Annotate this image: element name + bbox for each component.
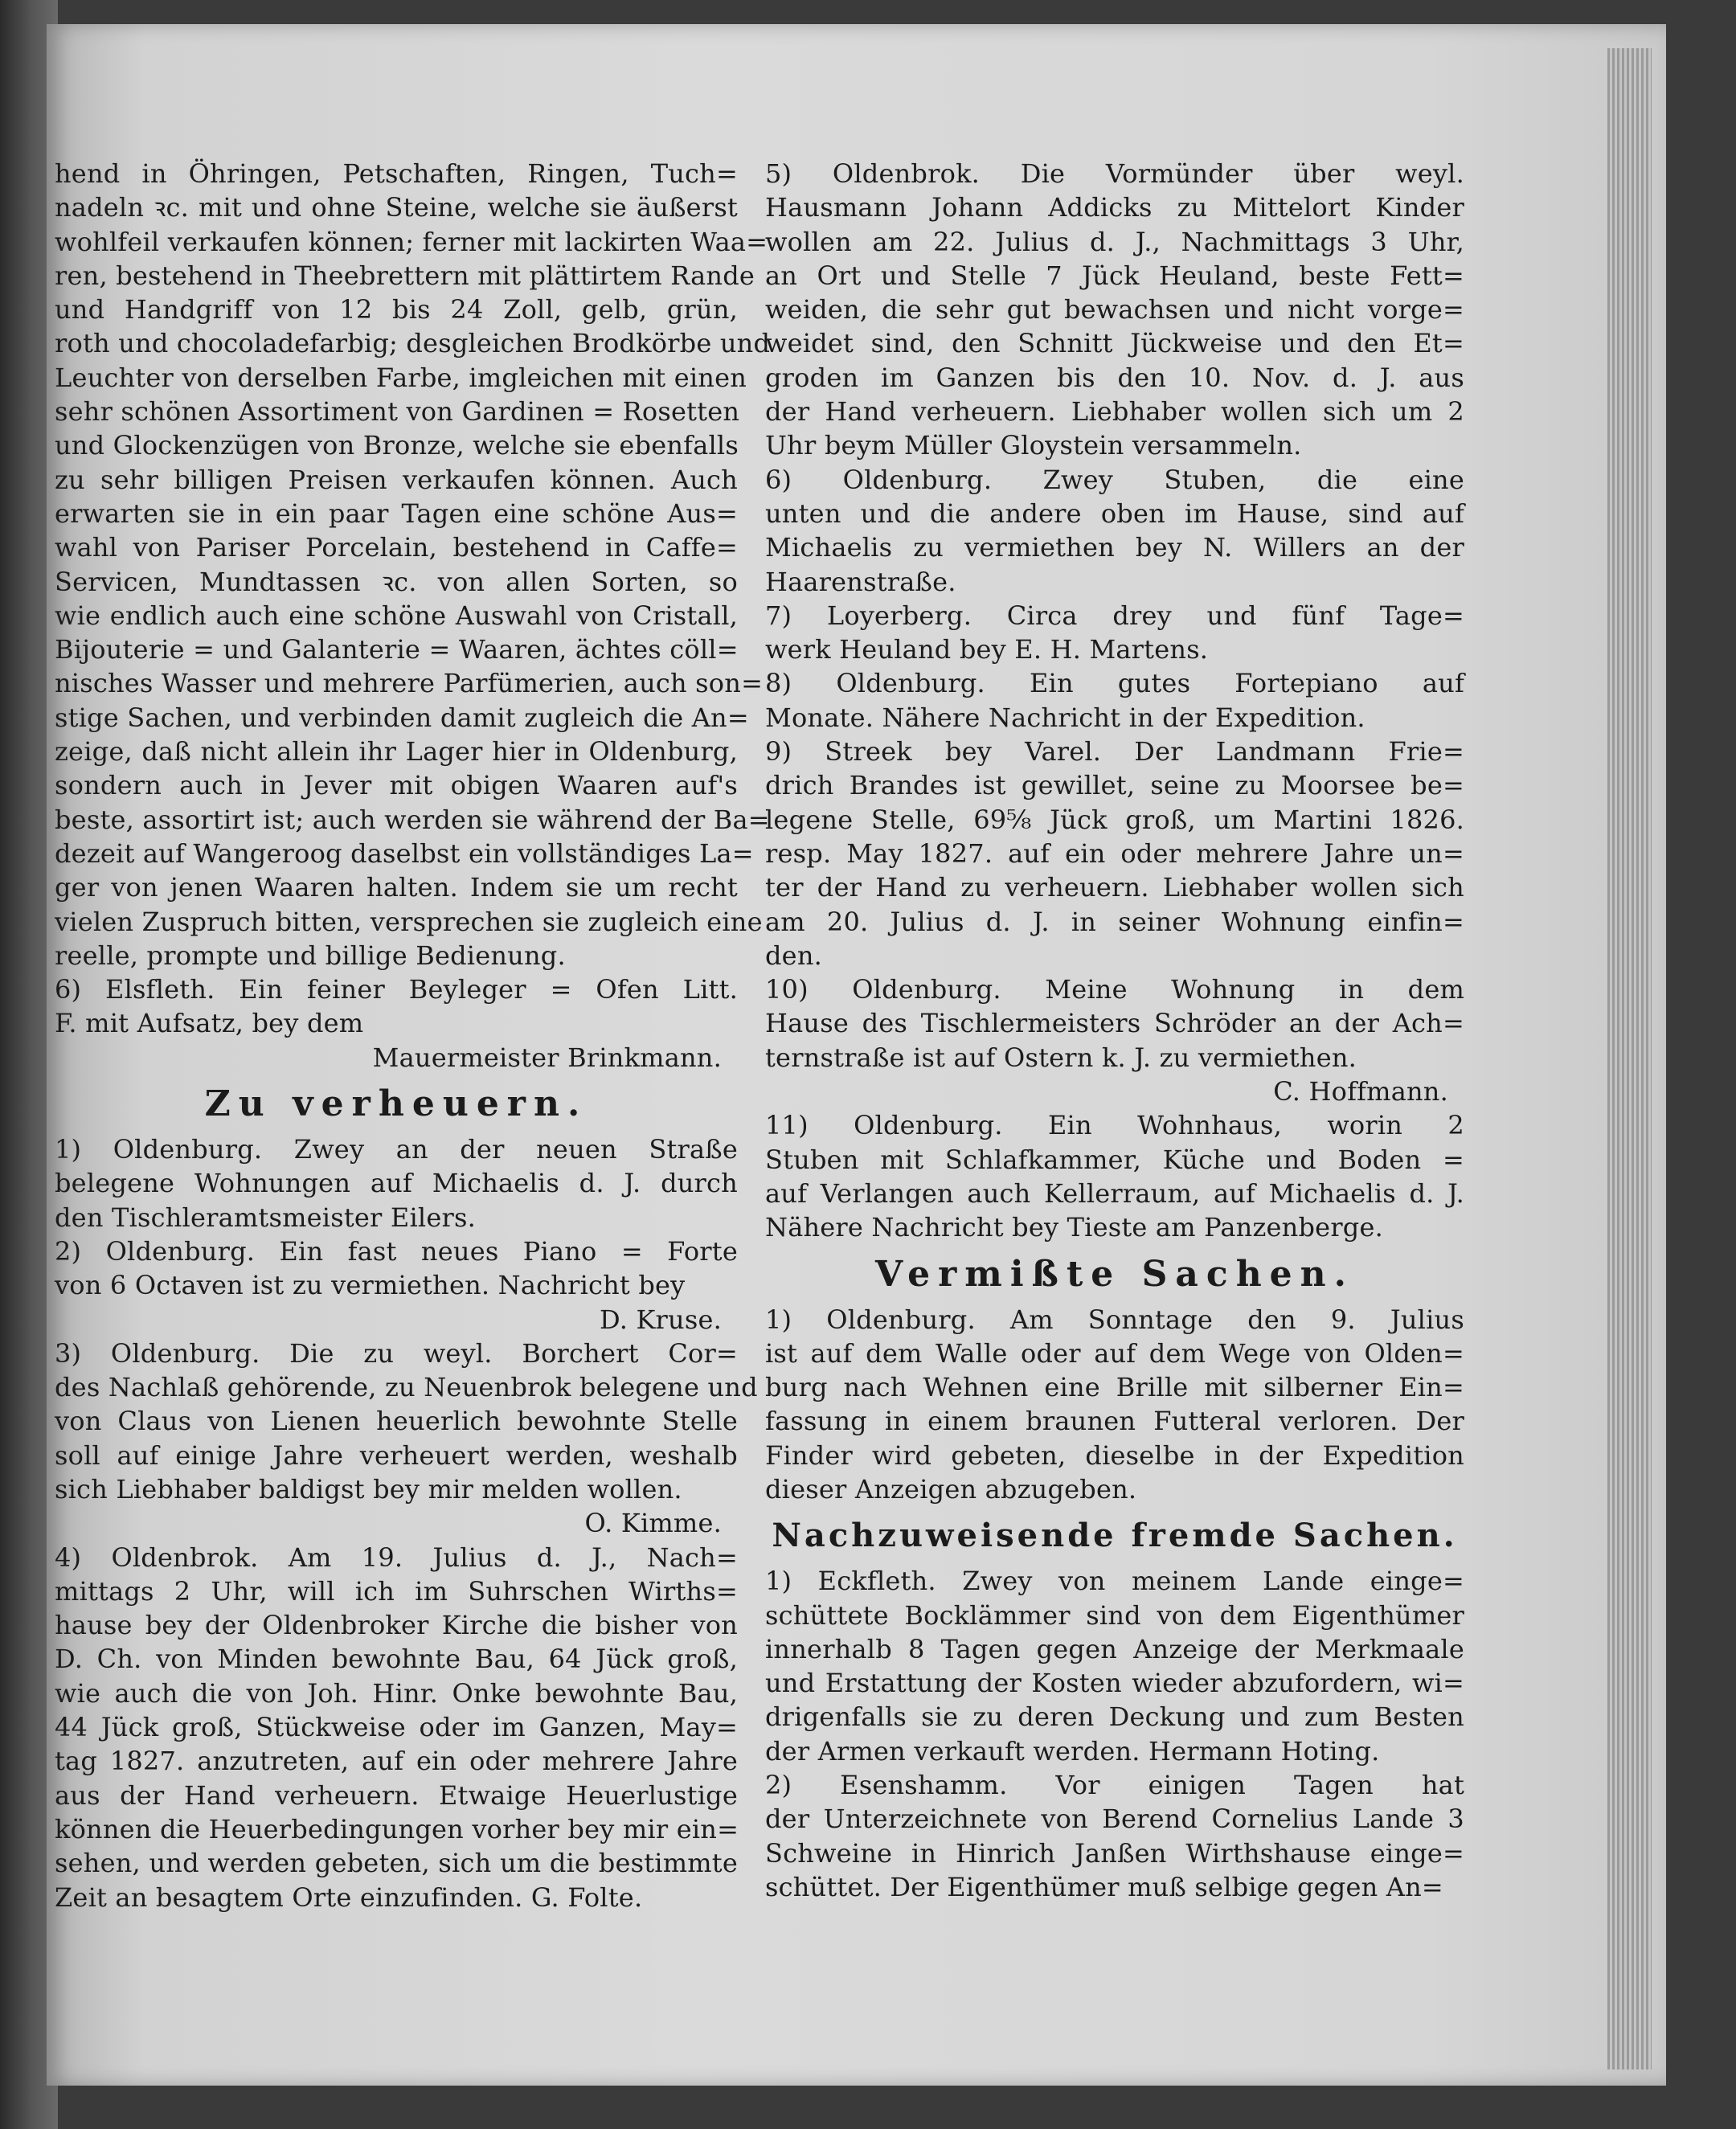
signature: O. Kimme. xyxy=(584,1508,722,1539)
text-line: legene Stelle, 69⅝ Jück groß, um Martini 1826. xyxy=(765,804,1464,835)
text-line: wollen am 22. Julius d. J., Nachmittags 3 Uhr, xyxy=(765,226,1464,257)
text-line: tag 1827. anzutreten, auf ein oder mehrere Jahre xyxy=(55,1746,738,1777)
text-line: 6) Oldenburg. Zwey Stuben, die eine xyxy=(765,464,1464,495)
text-line: roth und chocoladefarbig; desgleichen Brodkörbe und xyxy=(55,328,771,359)
text-line: 7) Loyerberg. Circa drey und fünf Tage= xyxy=(765,600,1464,631)
section-heading: Zu verheuern. xyxy=(204,1083,588,1125)
notice-item xyxy=(765,599,1464,667)
text-line: unten und die andere oben im Hause, sind auf xyxy=(765,497,1464,529)
text-line: Michaelis zu vermiethen bey N. Willers an der xyxy=(765,532,1464,563)
text-line: zeige, daß nicht allein ihr Lager hier in Oldenburg, xyxy=(55,736,738,768)
text-line: nisches Wasser und mehrere Parfümerien, auch son= xyxy=(55,668,764,699)
text-line: ist auf dem Walle oder auf dem Wege von Olden= xyxy=(765,1337,1464,1369)
text-line: und Glockenzügen von Bronze, welche sie ebenfalls xyxy=(55,430,739,461)
text-line: dieser Anzeigen abzugeben. xyxy=(765,1473,1137,1505)
text-line: mittags 2 Uhr, will ich im Suhrschen Wirths= xyxy=(55,1575,738,1607)
notice-item xyxy=(765,972,1464,1108)
text-line: zu sehr billigen Preisen verkaufen können. Auch xyxy=(55,464,738,495)
text-line: des Nachlaß gehörende, zu Neuenbrok belegene und xyxy=(55,1372,758,1403)
text-line: D. Ch. von Minden bewohnte Bau, 64 Jück groß, xyxy=(55,1644,738,1675)
signature: Mauermeister Brinkmann. xyxy=(372,1042,722,1073)
notice-item xyxy=(55,1132,738,1234)
notice-item xyxy=(55,1234,738,1337)
text-line: den. xyxy=(765,940,823,971)
text-line: aus der Hand verheuern. Etwaige Heuerlustige xyxy=(55,1779,738,1811)
text-line: 10) Oldenburg. Meine Wohnung in dem xyxy=(765,974,1464,1005)
text-line: erwarten sie in ein paar Tagen eine schöne Aus= xyxy=(55,497,738,529)
notice-item xyxy=(765,157,1464,463)
text-line: wohlfeil verkaufen können; ferner mit lackirten Waa= xyxy=(55,226,768,257)
text-line: 2) Oldenburg. Ein fast neues Piano = Forte xyxy=(55,1235,738,1267)
text-line: den Tischleramtsmeister Eilers. xyxy=(55,1202,476,1233)
section-heading: Nachzuweisende fremde Sachen. xyxy=(772,1517,1458,1555)
text-line: 44 Jück groß, Stückweise oder im Ganzen, May= xyxy=(55,1712,738,1743)
right-column xyxy=(765,157,1464,1904)
text-line: 1) Oldenburg. Am Sonntage den 9. Julius xyxy=(765,1304,1464,1335)
text-line: sehr schönen Assortiment von Gardinen = Rosetten xyxy=(55,396,740,428)
text-line: ternstraße ist auf Ostern k. J. zu vermiethen. xyxy=(765,1042,1357,1073)
text-line: Monate. Nähere Nachricht in der Expedition. xyxy=(765,702,1365,733)
text-line: stige Sachen, und verbinden damit zugleich die An= xyxy=(55,702,749,733)
text-line: Servicen, Mundtassen ꝛc. von allen Sorten, so xyxy=(55,566,738,597)
text-line: wie endlich auch eine schöne Auswahl von Cristall, xyxy=(55,600,738,631)
text-line: belegene Wohnungen auf Michaelis d. J. durch xyxy=(55,1168,738,1199)
text-line: weiden, die sehr gut bewachsen und nicht vorge= xyxy=(765,294,1464,325)
text-line: von 6 Octaven ist zu vermiethen. Nachricht bey xyxy=(55,1270,686,1301)
text-line: der Unterzeichnete von Berend Cornelius Lande 3 xyxy=(765,1804,1464,1835)
text-line: 6) Elsfleth. Ein feiner Beyleger = Ofen Litt. xyxy=(55,974,738,1005)
text-line: nadeln ꝛc. mit und ohne Steine, welche sie äußerst xyxy=(55,192,738,223)
text-line: 3) Oldenburg. Die zu weyl. Borchert Cor= xyxy=(55,1337,738,1369)
text-line: ger von jenen Waaren halten. Indem sie um recht xyxy=(55,872,738,903)
text-line: weidet sind, den Schnitt Jückweise und den Et= xyxy=(765,328,1464,359)
notice-item xyxy=(765,1108,1464,1244)
text-line: Uhr beym Müller Gloystein versammeln. xyxy=(765,430,1302,461)
page-stack-edge xyxy=(1607,48,1652,2070)
text-line: sich Liebhaber baldigst bey mir melden wollen. xyxy=(55,1473,682,1505)
text-line: Haarenstraße. xyxy=(765,566,956,597)
text-line: Finder wird gebeten, dieselbe in der Expedition xyxy=(765,1439,1464,1471)
text-line: am 20. Julius d. J. in seiner Wohnung einfin= xyxy=(765,906,1464,937)
text-line: Hause des Tischlermeisters Schröder an der Ach= xyxy=(765,1008,1464,1039)
text-line: und Handgriff von 12 bis 24 Zoll, gelb, grün, xyxy=(55,294,738,325)
notice-item xyxy=(765,463,1464,599)
text-line: innerhalb 8 Tagen gegen Anzeige der Merkmaale xyxy=(765,1633,1464,1664)
text-line: ren, bestehend in Theebrettern mit plättirtem Rande xyxy=(55,260,755,291)
text-line: fassung in einem braunen Futteral verloren. Der xyxy=(765,1406,1464,1437)
text-line: und Erstattung der Kosten wieder abzufordern, wi= xyxy=(765,1668,1464,1699)
signature: D. Kruse. xyxy=(599,1304,722,1335)
text-line: Stuben mit Schlafkammer, Küche und Boden = xyxy=(765,1144,1464,1175)
text-line: wie auch die von Joh. Hinr. Onke bewohnte Bau, xyxy=(55,1677,738,1709)
text-line: reelle, prompte und billige Bedienung. xyxy=(55,940,566,971)
text-line: der Hand verheuern. Liebhaber wollen sich um 2 xyxy=(765,396,1464,428)
text-line: schüttet. Der Eigenthümer muß selbige gegen An= xyxy=(765,1871,1443,1902)
text-line: resp. May 1827. auf ein oder mehrere Jahre un= xyxy=(765,837,1464,869)
text-line: hend in Öhringen, Petschaften, Ringen, Tuch= xyxy=(55,158,738,189)
text-line: groden im Ganzen bis den 10. Nov. d. J. aus xyxy=(765,362,1464,393)
notice-item xyxy=(765,735,1464,972)
text-line: soll auf einige Jahre verheuert werden, weshalb xyxy=(55,1439,738,1471)
text-line: an Ort und Stelle 7 Jück Heuland, beste Fett= xyxy=(765,260,1464,291)
left-column xyxy=(55,157,771,1914)
text-line: hause bey der Oldenbroker Kirche die bisher von xyxy=(55,1610,738,1641)
notice-item xyxy=(765,666,1464,735)
notice-item xyxy=(55,1337,758,1541)
notice-item xyxy=(55,1541,738,1914)
text-line: beste, assortirt ist; auch werden sie während der Ba= xyxy=(55,804,770,835)
text-line: 8) Oldenburg. Ein gutes Fortepiano auf xyxy=(765,668,1464,699)
text-line: 1) Oldenburg. Zwey an der neuen Straße xyxy=(55,1134,738,1165)
text-line: auf Verlangen auch Kellerraum, auf Michaelis d. J. xyxy=(765,1177,1464,1209)
text-line: 11) Oldenburg. Ein Wohnhaus, worin 2 xyxy=(765,1110,1464,1141)
text-line: F. mit Aufsatz, bey dem xyxy=(55,1008,364,1039)
signature: C. Hoffmann. xyxy=(1273,1076,1448,1107)
text-line: der Armen verkauft werden. Hermann Hoting. xyxy=(765,1735,1380,1767)
text-line: 2) Esenshamm. Vor einigen Tagen hat xyxy=(765,1770,1464,1801)
text-line: Schweine in Hinrich Janßen Wirthshause einge= xyxy=(765,1837,1464,1869)
text-line: 9) Streek bey Varel. Der Landmann Frie= xyxy=(765,736,1464,768)
text-line: schüttete Bocklämmer sind von dem Eigenthümer xyxy=(765,1599,1464,1631)
text-line: 4) Oldenbrok. Am 19. Julius d. J., Nach= xyxy=(55,1541,738,1573)
text-line: Bijouterie = und Galanterie = Waaren, ächtes cöll= xyxy=(55,634,739,665)
notice-paragraph xyxy=(55,157,771,972)
text-line: Nähere Nachricht bey Tieste am Panzenberge. xyxy=(765,1212,1384,1243)
text-line: wahl von Pariser Porcelain, bestehend in Caffe= xyxy=(55,532,738,563)
text-line: ter der Hand zu verheuern. Liebhaber wollen sich xyxy=(765,872,1464,903)
text-line: sondern auch in Jever mit obigen Waaren auf's xyxy=(55,770,738,801)
text-line: vielen Zuspruch bitten, versprechen sie zugleich eine xyxy=(55,906,763,937)
text-line: 1) Eckfleth. Zwey von meinem Lande einge= xyxy=(765,1566,1464,1597)
text-line: 5) Oldenbrok. Die Vormünder über weyl. xyxy=(765,158,1464,189)
text-line: Zeit an besagtem Orte einzufinden. G. Folte. xyxy=(55,1881,643,1913)
text-line: drich Brandes ist gewillet, seine zu Moorsee be= xyxy=(765,770,1464,801)
text-line: drigenfalls sie zu deren Deckung und zum Besten xyxy=(765,1701,1464,1733)
text-line: können die Heuerbedingungen vorher bey mir ein= xyxy=(55,1813,739,1844)
text-line: burg nach Wehnen eine Brille mit silberner Ein= xyxy=(765,1372,1464,1403)
found-item xyxy=(765,1768,1464,1904)
text-line: werk Heuland bey E. H. Martens. xyxy=(765,634,1209,665)
notice-paragraph xyxy=(55,972,738,1075)
text-line: dezeit auf Wangeroog daselbst ein vollständiges La= xyxy=(55,837,754,869)
lost-item xyxy=(765,1303,1464,1507)
found-item xyxy=(765,1564,1464,1768)
text-line: Leuchter von derselben Farbe, imgleichen mit einen xyxy=(55,362,747,393)
text-line: von Claus von Lienen heuerlich bewohnte Stelle xyxy=(55,1406,738,1437)
section-heading: Vermißte Sachen. xyxy=(875,1253,1354,1295)
text-line: sehen, und werden gebeten, sich um die bestimmte xyxy=(55,1848,738,1879)
text-line: Hausmann Johann Addicks zu Mittelort Kinder xyxy=(765,192,1464,223)
